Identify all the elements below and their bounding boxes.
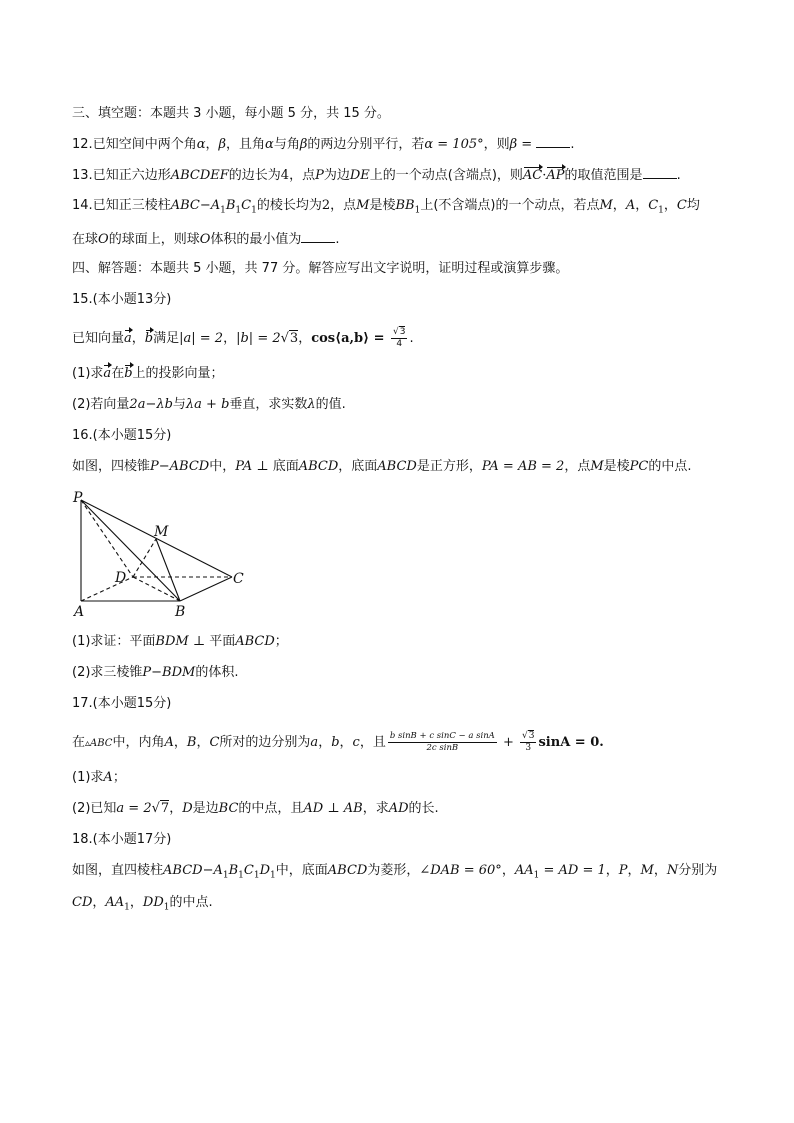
question-17-header: 17.(本小题15分) <box>72 696 172 711</box>
section-4-heading: 四、解答题：本题共 5 小题，共 77 分。解答应写出文字说明，证明过程或演算步骤。 <box>72 261 569 276</box>
edge-pd <box>81 500 133 577</box>
answer-blank[interactable] <box>301 228 335 243</box>
section-3-heading: 三、填空题：本题共 3 小题，每小题 5 分，共 15 分。 <box>72 106 390 121</box>
question-14: 14.已知正三棱柱$ABC-A_1B_1C_1$的棱长均为2，点M是棱$BB_1$上(不含端点)的一个动点，若点M，A，$C_1$，C均 <box>72 198 700 216</box>
question-17-part-2: (2)已知a = 2√7，D是边BC的中点，且AD ⊥ AB，求AD的长. <box>72 801 439 816</box>
question-15-stem: 已知向量a，b满足|a| = 2，|b| = 2√3，cos⟨a,b⟩ = $\frac{√3}{4}$ . <box>72 327 414 349</box>
question-15-part-1: (1)求a在b上的投影向量； <box>72 364 224 384</box>
label-p: P <box>73 490 83 506</box>
question-18-stem: 如图，直四棱柱$ABCD-A_1B_1C_1D_1$中，底面ABCD为菱形，∠DAB = 60°，$AA_1$ = AD = 1，P，M，N分别为 <box>72 863 718 881</box>
fraction: $\frac{\text{b sinB + c sinC − a sinA}}{\text{2c sinB}}$ <box>389 731 495 753</box>
fraction: $\frac{√3}{3}$ <box>522 731 535 753</box>
edge-bc <box>180 577 232 601</box>
label-m: M <box>154 524 169 540</box>
question-16-stem: 如图，四棱锥P−ABCD中，PA ⊥ 底面ABCD，底面ABCD是正方形，PA = AB = 2，点M是棱PC的中点. <box>72 459 692 474</box>
question-13: 13.已知正六边形ABCDEF的边长为4，点P为边DE上的一个动点(含端点)，则AC·AP的取值范围是 . <box>72 164 681 186</box>
question-18-stem-line-2: CD，$AA_1$，$DD_1$的中点. <box>72 895 213 913</box>
edge-dm <box>133 539 156 577</box>
question-17-part-1: (1)求A； <box>72 770 126 785</box>
question-18-header: 18.(本小题17分) <box>72 832 172 847</box>
question-17-stem: 在▵ABC中，内角A，B，C所对的边分别为a，b，c，且 $\frac{\text{b sinB + c sinC − a sinA}}{\text{2c sinB}}$ + $\frac{√3}{3}$ sinA = 0. <box>72 731 604 753</box>
question-16-header: 16.(本小题15分) <box>72 428 172 443</box>
answer-blank[interactable] <box>643 164 677 179</box>
pyramid-figure <box>70 488 260 620</box>
edge-db <box>133 577 180 601</box>
question-15-header: 15.(本小题13分) <box>72 292 172 307</box>
question-12: 12.已知空间中两个角α，β，且角α与角β的两边分别平行，若α = 105°，则β = . <box>72 133 574 155</box>
question-15-part-2: (2)若向量2a−λb与λa + b垂直，求实数λ的值. <box>72 397 346 412</box>
question-14-line-2: 在球O的球面上，则球O体积的最小值为 . <box>72 228 340 250</box>
answer-blank[interactable] <box>536 133 570 148</box>
fraction: $\frac{√3}{4}$ <box>393 327 406 349</box>
label-a: A <box>74 604 85 620</box>
question-16-part-1: (1)求证：平面BDM ⊥ 平面ABCD； <box>72 634 288 649</box>
edge-pb <box>81 500 180 601</box>
label-c: C <box>233 571 244 587</box>
label-d: D <box>115 570 127 586</box>
question-16-part-2: (2)求三棱锥P−BDM的体积. <box>72 665 239 680</box>
label-b: B <box>175 604 186 620</box>
